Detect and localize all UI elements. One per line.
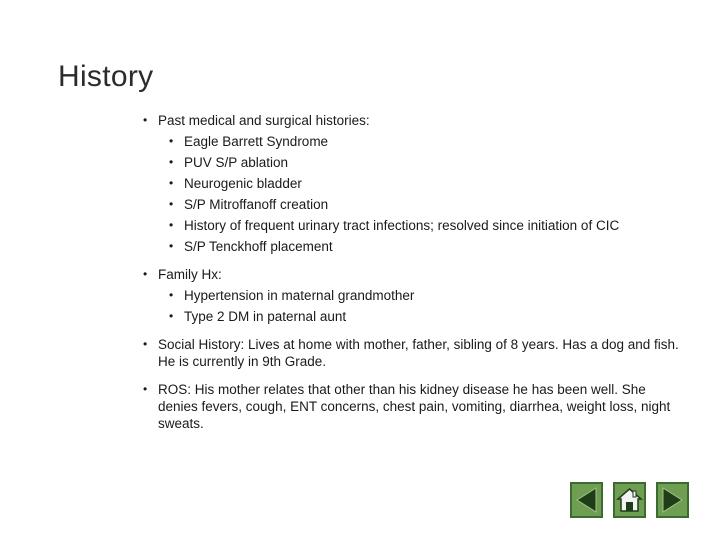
- history-section-social: [140, 334, 680, 372]
- section-text: Family Hx:: [158, 267, 222, 282]
- medical-history-list: [166, 131, 680, 257]
- house-icon: [615, 484, 644, 516]
- triangle-right-icon: [658, 484, 687, 516]
- section-text: Past medical and surgical histories:: [158, 113, 370, 128]
- triangle-left-icon: [572, 484, 601, 516]
- section-text: • ROS: His mother relates that other than his kidney disease he has been well. She denies fevers, cough, ENT concerns, chest pain, vomiting, diarrhea, weight loss, night sweats.: [158, 382, 671, 431]
- previous-slide-button[interactable]: [570, 482, 603, 518]
- history-section-medical: [140, 110, 680, 257]
- list-item: • Eagle Barrett Syndrome: [166, 131, 680, 152]
- list-item: • Hypertension in maternal grandmother: [166, 285, 680, 306]
- slide-content: [140, 110, 680, 441]
- list-item: • S/P Mitroffanoff creation: [166, 194, 680, 215]
- list-item: • PUV S/P ablation: [166, 152, 680, 173]
- section-text: • Social History: Lives at home with mother, father, sibling of 8 years. Has a dog and fish. He is currently in 9th Grade.: [158, 337, 679, 369]
- list-item: • History of frequent urinary tract infections; resolved since initiation of CIC: [166, 215, 680, 236]
- history-section-ros: [140, 379, 680, 434]
- family-history-list: [166, 285, 680, 327]
- list-item: • Neurogenic bladder: [166, 173, 680, 194]
- list-item: • S/P Tenckhoff placement: [166, 236, 680, 257]
- list-item: • Type 2 DM in paternal aunt: [166, 306, 680, 327]
- next-slide-button[interactable]: [656, 482, 689, 518]
- home-button[interactable]: [613, 482, 646, 518]
- slide-title: History: [58, 60, 154, 93]
- history-list: [140, 110, 680, 434]
- history-section-family: [140, 264, 680, 327]
